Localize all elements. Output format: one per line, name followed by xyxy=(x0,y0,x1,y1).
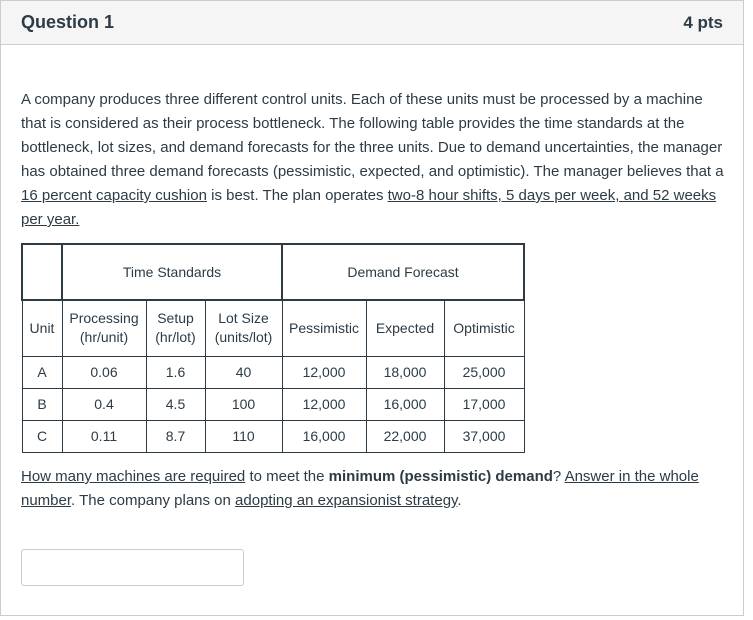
col-optimistic-header: Optimistic xyxy=(444,300,524,356)
question-text xyxy=(21,465,731,513)
cell-processing: 0.4 xyxy=(62,388,146,420)
question-points: 4 pts xyxy=(683,12,723,32)
cell-expected: 16,000 xyxy=(366,388,444,420)
cell-pessimistic: 12,000 xyxy=(282,356,366,388)
cell-lot: 110 xyxy=(205,420,282,452)
question-part-2: to meet the xyxy=(245,468,329,485)
question-part-7: adopting an expansionist strategy xyxy=(235,492,458,509)
question-header xyxy=(1,1,743,45)
question-part-8: . xyxy=(457,492,462,509)
col-unit-header xyxy=(22,300,62,356)
cell-processing: 0.11 xyxy=(62,420,146,452)
data-table xyxy=(21,243,525,453)
header-blank-cell xyxy=(22,244,62,300)
col-processing-header xyxy=(62,300,146,356)
group-time-standards: Time Standards xyxy=(62,244,282,300)
prompt-text-1: A company produces three different control units. Each of these units must be processed by a machine that is considered as their process bottleneck. The following table provides the time standards at the bottleneck, lot sizes, and demand forecasts for the three units. Due to demand uncertainties, the manager has obtained three demand forecasts (pessimistic, expected, and optimistic). The manager believes that a xyxy=(21,91,724,180)
cell-expected: 22,000 xyxy=(366,420,444,452)
cell-optimistic: 37,000 xyxy=(444,420,524,452)
col-setup-header xyxy=(146,300,205,356)
cell-lot: 100 xyxy=(205,388,282,420)
cell-setup: 4.5 xyxy=(146,388,205,420)
col-setup-unit: (hr/lot) xyxy=(155,329,196,346)
col-lot-header xyxy=(205,300,282,356)
table-row xyxy=(22,420,524,452)
col-lot-unit: (units/lot) xyxy=(214,329,273,346)
col-pessimistic-header: Pessimistic xyxy=(282,300,366,356)
cell-unit: C xyxy=(22,420,62,452)
question-prompt xyxy=(21,88,726,232)
cell-pessimistic: 12,000 xyxy=(282,388,366,420)
cell-unit: A xyxy=(22,356,62,388)
col-unit-label: Unit xyxy=(29,320,55,337)
cell-setup: 8.7 xyxy=(146,420,205,452)
cell-pessimistic: 16,000 xyxy=(282,420,366,452)
question-part-4: ? xyxy=(552,468,565,485)
cell-optimistic: 17,000 xyxy=(444,388,524,420)
question-part-3: minimum (pessimistic) demand xyxy=(328,468,553,485)
col-setup-label: Setup xyxy=(157,310,194,327)
col-lot-label: Lot Size xyxy=(218,310,269,327)
question-part-1: How many machines are required xyxy=(21,468,246,485)
cell-lot: 40 xyxy=(205,356,282,388)
cell-expected: 18,000 xyxy=(366,356,444,388)
question-title: Question 1 xyxy=(21,12,115,32)
table-row xyxy=(22,356,524,388)
table-row xyxy=(22,388,524,420)
capacity-cushion-text: 16 percent capacity cushion xyxy=(21,187,207,204)
cell-optimistic: 25,000 xyxy=(444,356,524,388)
cell-setup: 1.6 xyxy=(146,356,205,388)
answer-input[interactable] xyxy=(21,549,244,586)
prompt-text-2: is best. The plan operates xyxy=(206,187,388,204)
col-expected-header: Expected xyxy=(366,300,444,356)
question-part-5: Answer in the whole number xyxy=(21,468,699,509)
col-processing-label: Processing xyxy=(69,310,139,327)
cell-unit: B xyxy=(22,388,62,420)
cell-processing: 0.06 xyxy=(62,356,146,388)
group-demand-forecast: Demand Forecast xyxy=(282,244,524,300)
shift-schedule-text: two-8 hour shifts, 5 days per week, and 52 weeks per year. xyxy=(21,187,717,228)
question-part-6: . The company plans on xyxy=(71,492,236,509)
col-processing-unit: (hr/unit) xyxy=(79,329,129,346)
